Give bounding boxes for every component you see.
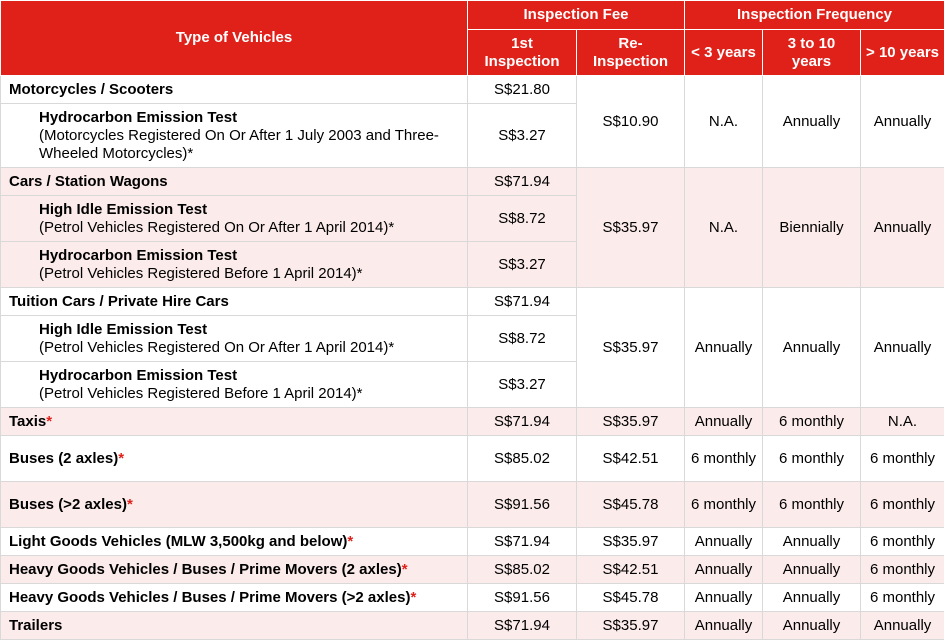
sub-test-desc: (Petrol Vehicles Registered On Or After 1 April 2014)* <box>39 338 395 356</box>
frequency-lt3: Annually <box>685 288 763 408</box>
sub-test-cell <box>1 362 468 408</box>
frequency-gt10: 6 monthly <box>861 528 944 556</box>
first-inspection-fee: S$85.02 <box>468 556 577 584</box>
header-lt3-years: < 3 years <box>685 30 763 76</box>
header-1st-inspection: 1st Inspection <box>468 30 577 76</box>
vehicle-type-label: Buses (>2 axles) <box>9 495 127 513</box>
first-inspection-fee: S$71.94 <box>468 168 577 196</box>
re-inspection-fee: S$42.51 <box>577 556 685 584</box>
table-row-buses-gt2-axles <box>1 482 944 528</box>
vehicle-type <box>1 528 468 556</box>
frequency-lt3: 6 monthly <box>685 482 763 528</box>
frequency-gt10: Annually <box>861 168 944 288</box>
frequency-3to10: 6 monthly <box>763 436 861 482</box>
table-row-cars <box>1 168 944 196</box>
re-inspection-fee: S$42.51 <box>577 436 685 482</box>
frequency-3to10: Annually <box>763 612 861 640</box>
asterisk-note: * <box>118 449 125 467</box>
frequency-3to10: Annually <box>763 584 861 612</box>
sub-test-desc: (Petrol Vehicles Registered On Or After 1 April 2014)* <box>39 218 395 236</box>
re-inspection-fee: S$45.78 <box>577 584 685 612</box>
vehicle-type <box>1 556 468 584</box>
vehicle-type-label: Heavy Goods Vehicles / Buses / Prime Movers (>2 axles) <box>9 588 411 606</box>
table-row-heavy-goods-2-axles <box>1 556 944 584</box>
asterisk-note: * <box>347 532 354 550</box>
vehicle-type <box>1 436 468 482</box>
sub-test-title: High Idle Emission Test <box>39 320 208 338</box>
re-inspection-fee: S$35.97 <box>577 528 685 556</box>
table-row-tuition-cars <box>1 288 944 316</box>
header-gt10-years: > 10 years <box>861 30 944 76</box>
frequency-gt10: Annually <box>861 288 944 408</box>
sub-test-fee: S$3.27 <box>468 362 577 408</box>
first-inspection-fee: S$91.56 <box>468 584 577 612</box>
first-inspection-fee: S$91.56 <box>468 482 577 528</box>
vehicle-type <box>1 408 468 436</box>
asterisk-note: * <box>127 495 133 513</box>
frequency-gt10: 6 monthly <box>861 482 944 528</box>
first-inspection-fee: S$85.02 <box>468 436 577 482</box>
sub-test-desc: (Motorcycles Registered On Or After 1 July 2003 and Three-Wheeled Motorcycles)* <box>39 126 439 162</box>
vehicle-type: Motorcycles / Scooters <box>1 76 468 104</box>
re-inspection-fee: S$45.78 <box>577 482 685 528</box>
header-3to10-years: 3 to 10 years <box>763 30 861 76</box>
frequency-lt3: Annually <box>685 528 763 556</box>
asterisk-note: * <box>46 412 53 430</box>
sub-test-desc: (Petrol Vehicles Registered Before 1 April 2014)* <box>39 264 363 282</box>
asterisk-note: * <box>410 588 417 606</box>
frequency-3to10: 6 monthly <box>763 482 861 528</box>
header-inspection-fee: Inspection Fee <box>468 1 685 30</box>
sub-test-fee: S$3.27 <box>468 242 577 288</box>
asterisk-note: * <box>401 560 408 578</box>
re-inspection-fee: S$35.97 <box>577 288 685 408</box>
frequency-lt3: Annually <box>685 612 763 640</box>
frequency-3to10: Annually <box>763 288 861 408</box>
table-row-motorcycles <box>1 76 944 104</box>
table-row-light-goods-vehicles <box>1 528 944 556</box>
sub-test-title: High Idle Emission Test <box>39 200 208 218</box>
table-row-heavy-goods-gt2-axles <box>1 584 944 612</box>
sub-test-cell <box>1 104 468 168</box>
sub-test-fee: S$3.27 <box>468 104 577 168</box>
frequency-3to10: 6 monthly <box>763 408 861 436</box>
frequency-3to10: Annually <box>763 76 861 168</box>
frequency-gt10: 6 monthly <box>861 436 944 482</box>
header-re-inspection: Re-Inspection <box>577 30 685 76</box>
vehicle-type-label: Heavy Goods Vehicles / Buses / Prime Movers (2 axles) <box>9 560 402 578</box>
re-inspection-fee: S$10.90 <box>577 76 685 168</box>
first-inspection-fee: S$71.94 <box>468 288 577 316</box>
sub-test-fee: S$8.72 <box>468 316 577 362</box>
first-inspection-fee: S$71.94 <box>468 408 577 436</box>
vehicle-type-label: Taxis <box>9 412 47 430</box>
frequency-gt10: N.A. <box>861 408 944 436</box>
frequency-3to10: Annually <box>763 528 861 556</box>
table-row-taxis <box>1 408 944 436</box>
table-row-trailers <box>1 612 944 640</box>
header-inspection-frequency: Inspection Frequency <box>685 1 944 30</box>
re-inspection-fee: S$35.97 <box>577 168 685 288</box>
vehicle-type <box>1 482 468 528</box>
first-inspection-fee: S$71.94 <box>468 612 577 640</box>
frequency-3to10: Annually <box>763 556 861 584</box>
frequency-lt3: N.A. <box>685 76 763 168</box>
frequency-lt3: Annually <box>685 408 763 436</box>
frequency-gt10: 6 monthly <box>861 584 944 612</box>
re-inspection-fee: S$35.97 <box>577 408 685 436</box>
sub-test-title: Hydrocarbon Emission Test <box>39 108 238 126</box>
vehicle-type: Trailers <box>1 612 468 640</box>
frequency-3to10: Biennially <box>763 168 861 288</box>
vehicle-type-label: Light Goods Vehicles (MLW 3,500kg and below) <box>9 532 348 550</box>
vehicle-type: Tuition Cars / Private Hire Cars <box>1 288 468 316</box>
sub-test-title: Hydrocarbon Emission Test <box>39 246 238 264</box>
header-type-of-vehicles: Type of Vehicles <box>1 1 468 76</box>
sub-test-title: Hydrocarbon Emission Test <box>39 366 238 384</box>
re-inspection-fee: S$35.97 <box>577 612 685 640</box>
frequency-lt3: 6 monthly <box>685 436 763 482</box>
frequency-gt10: 6 monthly <box>861 556 944 584</box>
sub-test-fee: S$8.72 <box>468 196 577 242</box>
vehicle-type: Cars / Station Wagons <box>1 168 468 196</box>
sub-test-cell <box>1 196 468 242</box>
frequency-gt10: Annually <box>861 612 944 640</box>
vehicle-type <box>1 584 468 612</box>
frequency-gt10: Annually <box>861 76 944 168</box>
frequency-lt3: N.A. <box>685 168 763 288</box>
frequency-lt3: Annually <box>685 556 763 584</box>
sub-test-cell <box>1 242 468 288</box>
first-inspection-fee: S$71.94 <box>468 528 577 556</box>
sub-test-cell <box>1 316 468 362</box>
vehicle-type-label: Buses (2 axles) <box>9 449 119 467</box>
table-row-buses-2-axles <box>1 436 944 482</box>
frequency-lt3: Annually <box>685 584 763 612</box>
sub-test-desc: (Petrol Vehicles Registered Before 1 April 2014)* <box>39 384 363 402</box>
first-inspection-fee: S$21.80 <box>468 76 577 104</box>
